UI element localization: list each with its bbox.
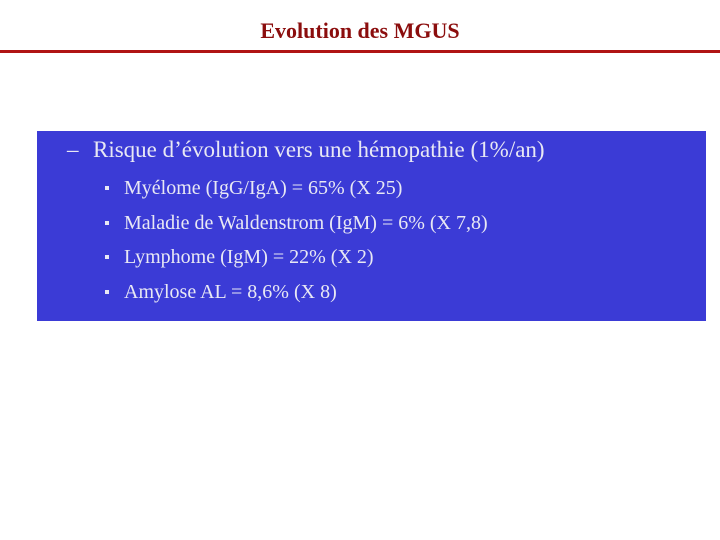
main-point-text: Risque d’évolution vers une hémopathie (1%/an) — [93, 137, 545, 162]
bullet-text: Maladie de Waldenstrom (IgM) = 6% (X 7,8) — [124, 211, 488, 234]
bullet-item — [105, 275, 488, 310]
bullet-text: Amylose AL = 8,6% (X 8) — [124, 280, 337, 303]
dash-marker: – — [67, 137, 79, 162]
bullet-text: Myélome (IgG/IgA) = 65% (X 25) — [124, 177, 403, 199]
title-divider — [0, 50, 720, 53]
main-point — [67, 135, 545, 165]
bullet-square-icon — [105, 290, 109, 294]
bullet-square-icon — [105, 221, 109, 225]
bullet-list — [105, 171, 488, 309]
bullet-item — [105, 171, 488, 206]
bullet-item — [105, 206, 488, 241]
bullet-item — [105, 240, 488, 275]
bullet-square-icon — [105, 186, 109, 190]
content-box — [37, 131, 706, 321]
slide-title: Evolution des MGUS — [260, 18, 460, 43]
bullet-text: Lymphome (IgM) = 22% (X 2) — [124, 246, 374, 268]
bullet-square-icon — [105, 255, 109, 259]
